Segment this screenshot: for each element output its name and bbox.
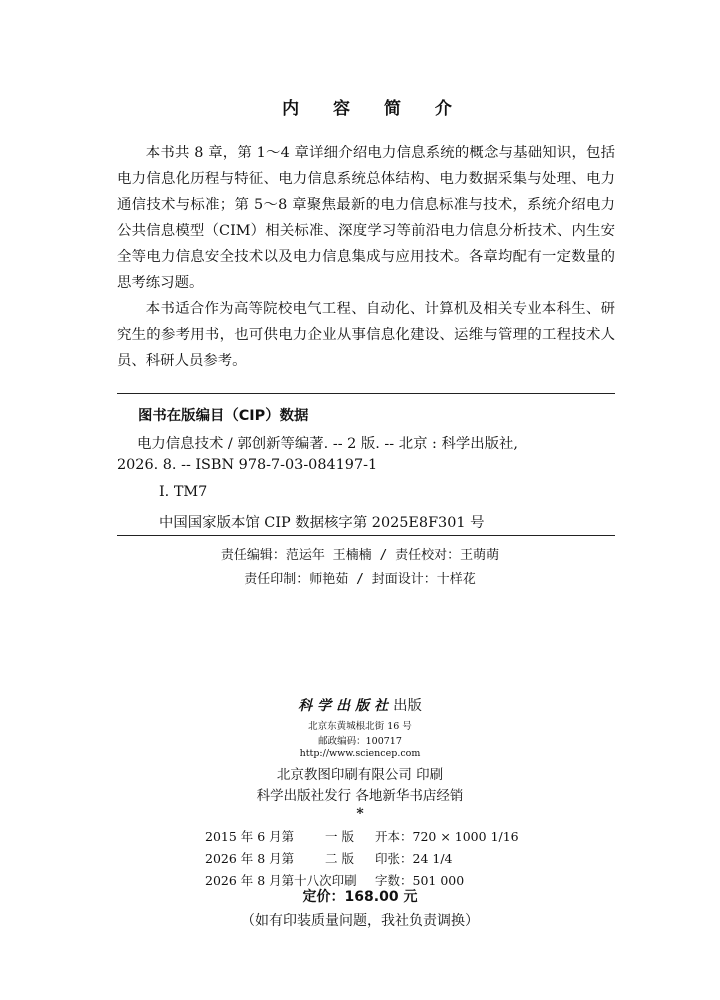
cip-bottom-divider: [117, 535, 615, 536]
publisher-website: http://www.sciencep.com: [299, 748, 421, 759]
edition-info: 字数：501 000: [375, 873, 465, 888]
publisher-postcode: 邮政编码：100717: [318, 736, 402, 747]
edition-table: [205, 826, 519, 892]
summary-paragraph-1: 本书共 8 章，第 1～4 章详细介绍电力信息系统的概念与基础知识，包括电力信息化历程与特征、电力信息系统总体结构、电力数据采集与处理、电力通信技术与标准；第 5～8 章聚焦最新的电力信息标准与技术，系统介绍电力公共信息模型（CIM）相关标准、深度学习等前沿电力信息分析技术、内生安全等电力信息安全技术以及电力信息集成与应用技术。各章均配有一定数量的思考练习题。: [117, 145, 615, 291]
edition-date: 2026 年 8 月第: [205, 851, 295, 866]
edition-number: 二 版: [325, 851, 354, 866]
edition-number: 一 版: [325, 829, 354, 844]
edition-row: [205, 826, 519, 848]
cip-bibliographic-line-2: 2026. 8. -- ISBN 978-7-03-084197-1: [117, 457, 378, 473]
edition-row: [205, 848, 519, 870]
edition-info: 开本：720 × 1000 1/16: [375, 829, 519, 844]
separator-star: *: [356, 806, 364, 822]
edition-date: 2026 年 8 月第十八次印刷: [205, 873, 357, 888]
printer-line: 北京教图印刷有限公司 印刷: [276, 767, 444, 783]
editor-credits: 责任编辑：范运年 王楠楠 / 责任校对：王萌萌: [220, 548, 500, 563]
quality-notice: （如有印装质量问题，我社负责调换）: [241, 913, 479, 929]
cip-heading: 图书在版编目（CIP）数据: [138, 408, 309, 424]
publisher-suffix: 出版: [393, 698, 422, 714]
cip-classification: Ⅰ. TM7: [159, 484, 208, 500]
cip-bibliographic-line-1: 电力信息技术 / 郭创新等编著. -- 2 版. -- 北京 : 科学出版社,: [137, 436, 519, 452]
distribution-line: 科学出版社发行 各地新华书店经销: [256, 788, 464, 804]
book-summary: [117, 140, 615, 374]
edition-info: 印张：24 1/4: [375, 851, 453, 866]
production-credits: 责任印制：师艳茹 / 封面设计：十样花: [244, 572, 476, 587]
edition-date: 2015 年 6 月第: [205, 829, 295, 844]
cip-approval-number: 中国国家版本馆 CIP 数据核字第 2025E8F301 号: [159, 515, 485, 531]
price: 定价：168.00 元: [302, 889, 418, 905]
publisher-line: [0, 694, 720, 715]
publisher-logo: 科学出版社: [298, 698, 394, 714]
page-title: 内 容 简 介: [282, 99, 466, 119]
publisher-address: 北京东黄城根北街 16 号: [308, 721, 412, 732]
summary-paragraph-2: 本书适合作为高等院校电气工程、自动化、计算机及相关专业本科生、研究生的参考用书，也可供电力企业从事信息化建设、运维与管理的工程技术人员、科研人员参考。: [117, 301, 615, 369]
cip-top-divider: [117, 393, 615, 394]
